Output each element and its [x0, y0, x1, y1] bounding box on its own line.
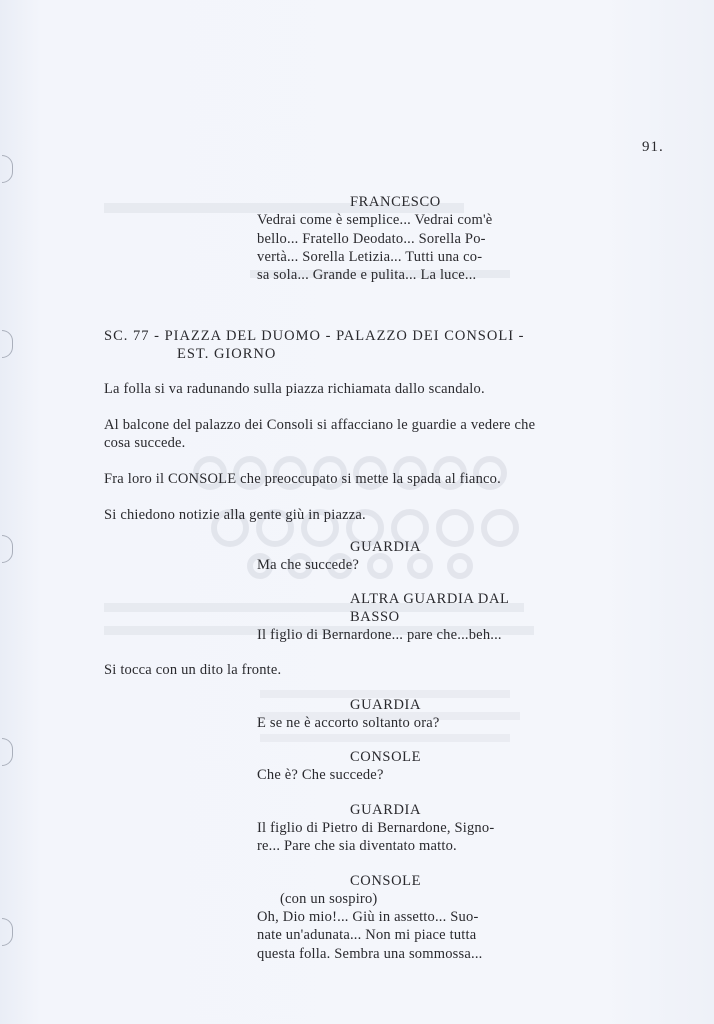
action-line: Si tocca con un dito la fronte.	[104, 662, 282, 678]
dialogue-line: vertà... Sorella Letizia... Tutti una co-	[257, 249, 483, 265]
punch-hole-mark	[2, 155, 13, 183]
punch-hole-mark	[2, 330, 13, 358]
parenthetical: (con un sospiro)	[280, 891, 378, 907]
dialogue-line: Il figlio di Bernardone... pare che...beh...	[257, 627, 502, 643]
action-line: cosa succede.	[104, 435, 186, 451]
dialogue-line: bello... Fratello Deodato... Sorella Po-	[257, 231, 486, 247]
dialogue-line: Il figlio di Pietro di Bernardone, Signo-	[257, 820, 495, 836]
speaker-guardia: GUARDIA	[350, 539, 422, 555]
scene-heading-continued: EST. GIORNO	[177, 346, 277, 362]
speaker-altra-guardia: ALTRA GUARDIA DAL	[350, 591, 510, 607]
dialogue-line: questa folla. Sembra una sommossa...	[257, 946, 483, 962]
dialogue-line: Che è? Che succede?	[257, 767, 384, 783]
punch-hole-mark	[2, 738, 13, 766]
speaker-console: CONSOLE	[350, 873, 422, 889]
speaker-guardia: GUARDIA	[350, 802, 422, 818]
dialogue-line: Vedrai come è semplice... Vedrai com'è	[257, 212, 493, 228]
dialogue-line: sa sola... Grande e pulita... La luce...	[257, 267, 477, 283]
page-number: 91.	[642, 139, 664, 155]
dialogue-line: nate un'adunata... Non mi piace tutta	[257, 927, 477, 943]
speaker-francesco: FRANCESCO	[350, 194, 441, 210]
action-line: Si chiedono notizie alla gente giù in piazza.	[104, 507, 366, 523]
speaker-guardia: GUARDIA	[350, 697, 422, 713]
action-line: Al balcone del palazzo dei Consoli si affacciano le guardie a vedere che	[104, 417, 536, 433]
dialogue-line: Oh, Dio mio!... Giù in assetto... Suo-	[257, 909, 479, 925]
dialogue-line: re... Pare che sia diventato matto.	[257, 838, 457, 854]
action-line: Fra loro il CONSOLE che preoccupato si mette la spada al fianco.	[104, 471, 501, 487]
dialogue-line: E se ne è accorto soltanto ora?	[257, 715, 440, 731]
show-through-line	[260, 734, 510, 742]
punch-hole-mark	[2, 918, 13, 946]
dialogue-line: Ma che succede?	[257, 557, 360, 573]
speaker-altra-guardia-continued: BASSO	[350, 609, 400, 625]
scene-heading: SC. 77 - PIAZZA DEL DUOMO - PALAZZO DEI CONSOLI -	[104, 328, 525, 344]
speaker-console: CONSOLE	[350, 749, 422, 765]
action-line: La folla si va radunando sulla piazza richiamata dallo scandalo.	[104, 381, 485, 397]
punch-hole-mark	[2, 535, 13, 563]
